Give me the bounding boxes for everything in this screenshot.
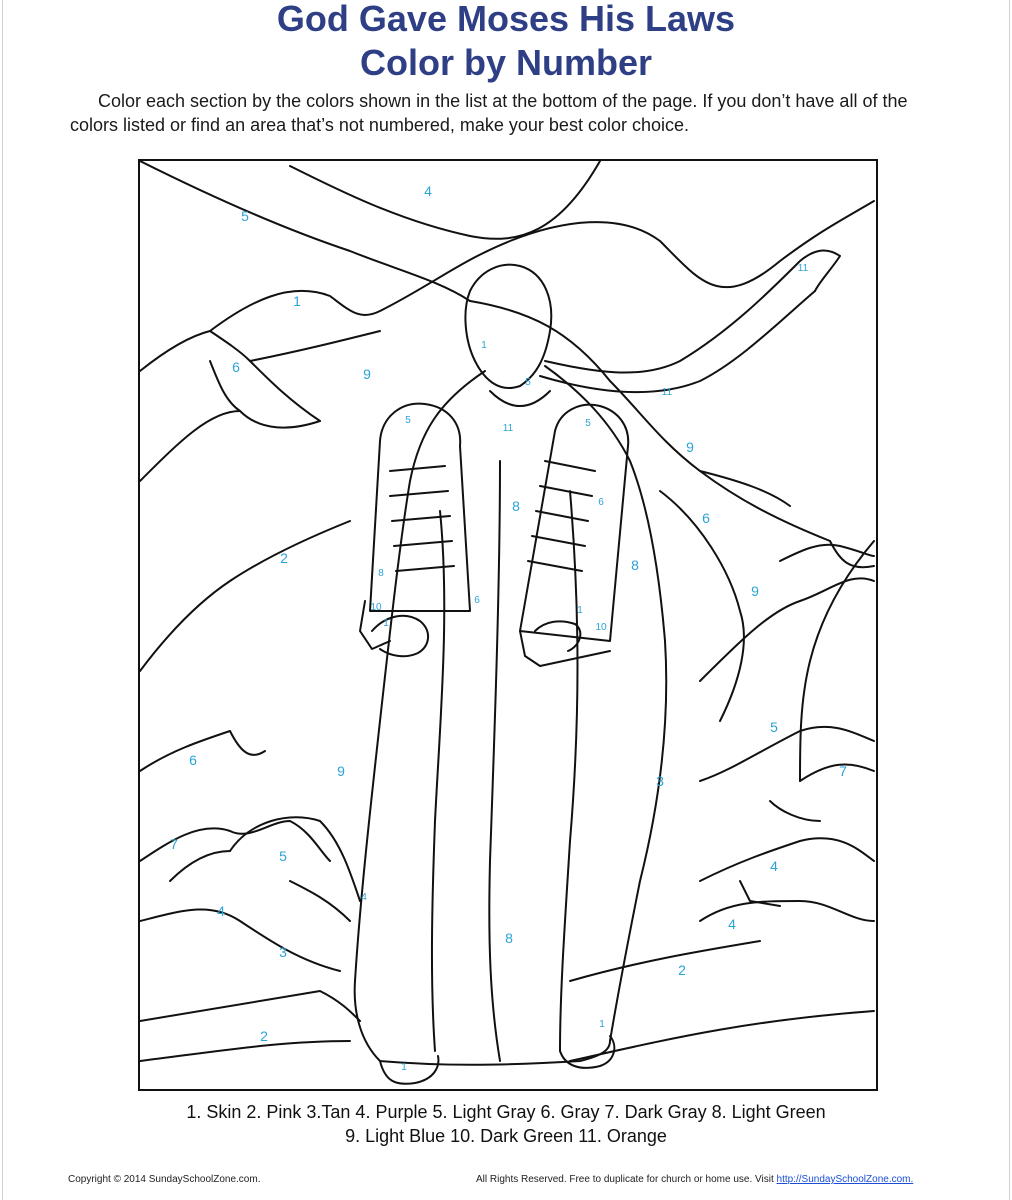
region-number: 1 <box>293 293 301 309</box>
region-number: 8 <box>512 498 520 514</box>
region-number: 2 <box>260 1028 268 1044</box>
region-number: 4 <box>728 916 736 932</box>
region-number: 3 <box>656 773 664 789</box>
region-number: 8 <box>378 568 384 579</box>
page-title-line2: Color by Number <box>359 42 653 83</box>
region-number: 4 <box>424 183 432 199</box>
region-number: 7 <box>839 763 847 779</box>
region-number: 2 <box>280 550 288 566</box>
region-number: 10 <box>370 602 382 613</box>
region-number: 6 <box>189 752 197 768</box>
region-number: 9 <box>751 583 759 599</box>
region-number: 6 <box>702 510 710 526</box>
region-number: 9 <box>363 366 371 382</box>
region-number: 9 <box>337 763 345 779</box>
region-number: 11 <box>502 423 514 434</box>
page-edge-left <box>2 0 3 1200</box>
region-number: 8 <box>631 557 639 573</box>
region-number: 6 <box>232 359 240 375</box>
coloring-illustration <box>138 159 878 1091</box>
region-number: 6 <box>474 595 480 606</box>
region-number: 8 <box>505 930 513 946</box>
website-link[interactable]: http://SundaySchoolZone.com. <box>776 1174 914 1185</box>
region-number: 5 <box>585 418 591 429</box>
rights-statement: All Rights Reserved. Free to duplicate for church or home use. Visit <box>476 1174 777 1185</box>
region-number: 4 <box>770 858 778 874</box>
moses-line-art <box>140 161 876 1089</box>
rights-text <box>476 1174 913 1185</box>
region-number: 9 <box>686 439 694 455</box>
region-number: 5 <box>770 719 778 735</box>
region-number: 6 <box>598 497 604 508</box>
region-number: 1 <box>401 1062 407 1073</box>
region-number: 5 <box>405 415 411 426</box>
instructions-text: Color each section by the colors shown in the list at the bottom of the page. If you don’t have all of the colors listed or find an area that’s not numbered, make your best color choice. <box>70 91 908 135</box>
region-number: 7 <box>170 836 178 852</box>
region-number: 4 <box>217 903 225 919</box>
region-number: 5 <box>279 848 287 864</box>
region-number: 2 <box>678 962 686 978</box>
page-title-line1: God Gave Moses His Laws <box>276 0 736 39</box>
region-number: 1 <box>599 1019 605 1030</box>
region-number: 11 <box>661 387 673 398</box>
region-number: 1 <box>577 605 583 616</box>
copyright-text: Copyright © 2014 SundaySchoolZone.com. <box>68 1174 261 1185</box>
region-number: 11 <box>797 263 809 274</box>
page-edge-right <box>1009 0 1010 1200</box>
region-number: 3 <box>279 944 287 960</box>
region-number: 5 <box>525 377 531 388</box>
region-number: 5 <box>241 208 249 224</box>
region-number: 4 <box>361 892 367 903</box>
color-legend-line1: 1. Skin 2. Pink 3.Tan 4. Purple 5. Light Gray 6. Gray 7. Dark Gray 8. Light Green <box>186 1102 826 1122</box>
region-number: 1 <box>481 340 487 351</box>
region-number: 10 <box>595 622 607 633</box>
region-number: 1 <box>383 618 389 629</box>
color-legend-line2: 9. Light Blue 10. Dark Green 11. Orange <box>345 1126 667 1146</box>
